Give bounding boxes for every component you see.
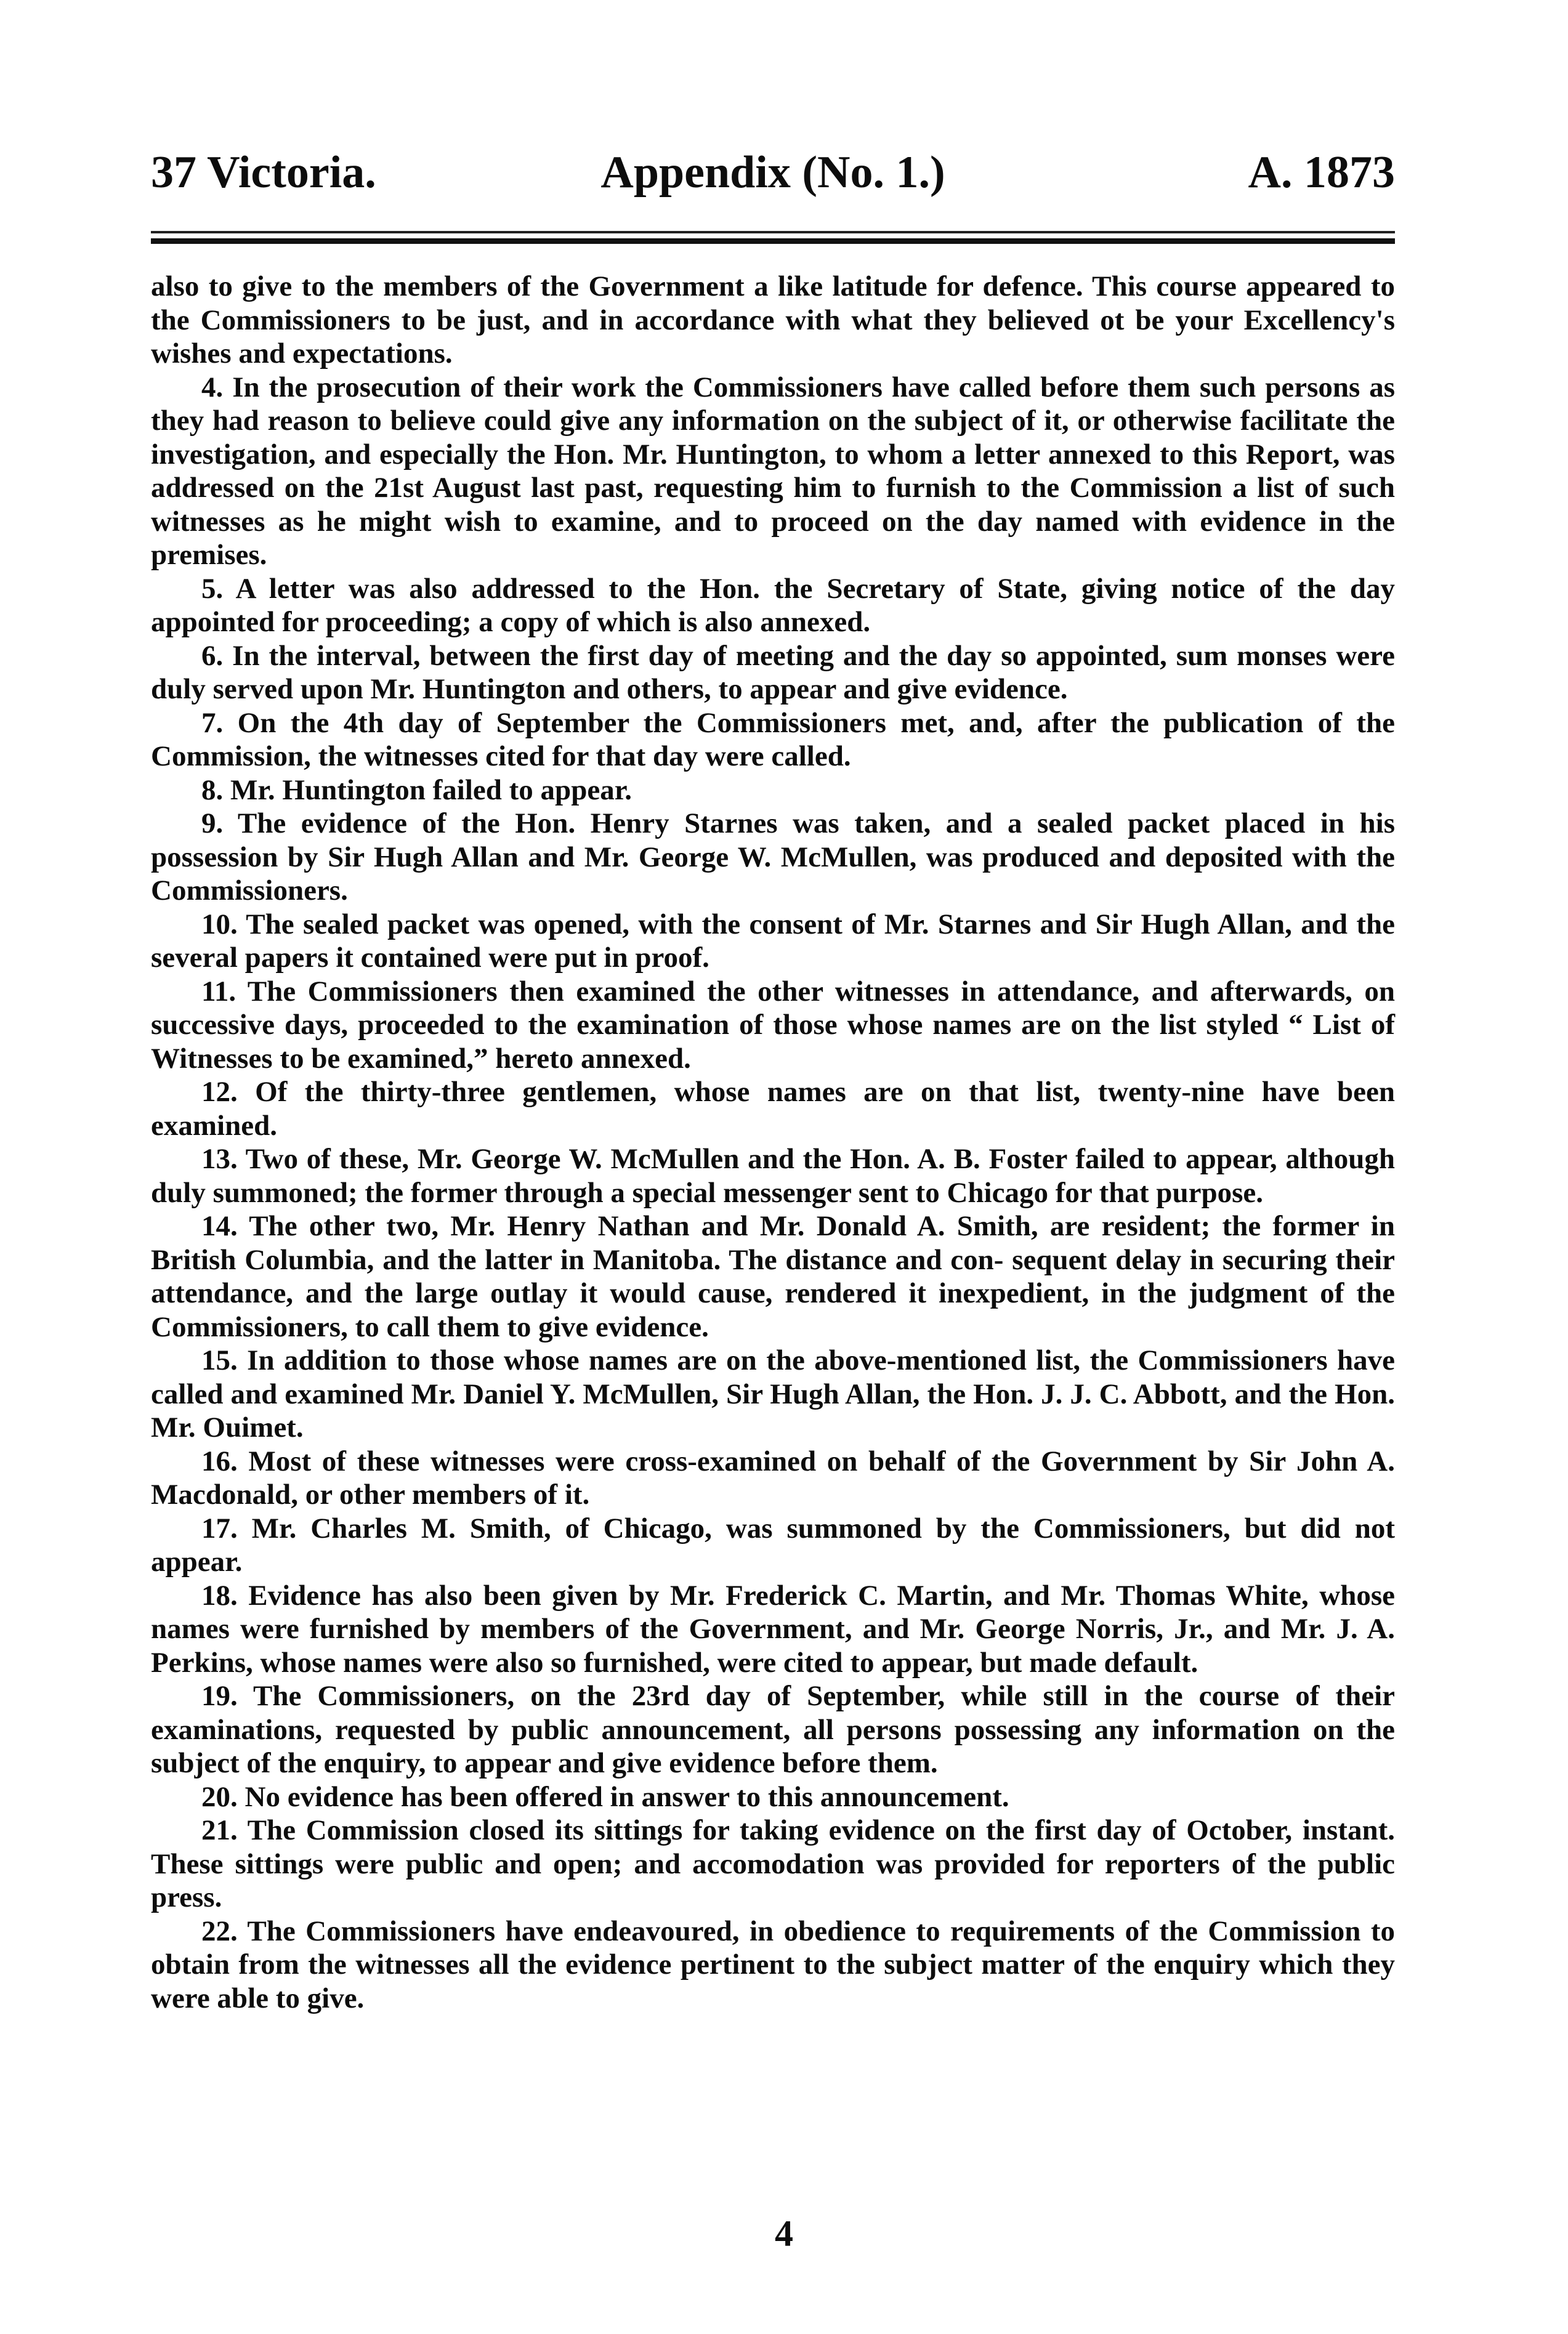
paragraph-number: 21. bbox=[201, 1814, 238, 1846]
paragraph-text: The Commissioners then examined the other witnesses in attendance, and afterwards, on successive days, proceeded to the examination of those whose names are on the list styled “ List of Witnesses to be examined,” hereto annexed. bbox=[151, 975, 1395, 1075]
paragraph-6 bbox=[151, 639, 1395, 706]
paragraph-number: 22. bbox=[201, 1915, 238, 1947]
paragraph-text: Mr. Charles M. Smith, of Chicago, was summoned by the Commissioners, but did not appear. bbox=[151, 1512, 1396, 1578]
header-rule-thin bbox=[151, 231, 1395, 233]
paragraph-number: 14. bbox=[201, 1210, 238, 1242]
paragraph-4 bbox=[151, 371, 1395, 572]
paragraph-18 bbox=[151, 1579, 1395, 1680]
paragraph-text: Mr. Huntington failed to appear. bbox=[230, 773, 632, 806]
opening-paragraph: also to give to the members of the Government a like latitude for defence. This course appeared to the Commissioners to be just, and in accordance with what they believed ot be your Excellency's wishes and expectations. bbox=[151, 270, 1395, 369]
report-body bbox=[151, 270, 1395, 2015]
header-year: A. 1873 bbox=[1248, 147, 1395, 198]
paragraph-text: The evidence of the Hon. Henry Starnes was taken, and a sealed packet placed in his possession by Sir Hugh Allan and Mr. George W. McMullen, was produced and deposited with the Commissioners. bbox=[151, 807, 1395, 907]
paragraph-text: Two of these, Mr. George W. McMullen and the Hon. A. B. Foster failed to appear, although duly summoned; the former through a special messenger sent to Chicago for that purpose. bbox=[151, 1143, 1395, 1209]
paragraph-12 bbox=[151, 1075, 1395, 1142]
page-number: 4 bbox=[775, 2213, 793, 2254]
paragraph-number: 18. bbox=[201, 1579, 238, 1612]
paragraph-text: The Commissioners have endeavoured, in obedience to requirements of the Commission to obtain from the witnesses all the evidence pertinent to the subject matter of the enquiry which they were able to give. bbox=[151, 1915, 1395, 2014]
header-rule-thick bbox=[151, 238, 1395, 244]
paragraph-text: The sealed packet was opened, with the consent of Mr. Starnes and Sir Hugh Allan, and the several papers it contained were put in proof. bbox=[151, 908, 1396, 974]
paragraph-7 bbox=[151, 706, 1395, 773]
paragraph-number: 5. bbox=[201, 572, 224, 605]
paragraph-22 bbox=[151, 1915, 1395, 2016]
paragraph-text: In the interval, between the first day of meeting and the day so appointed, sum monses were duly served upon Mr. Huntington and others, to appear and give evidence. bbox=[151, 639, 1396, 705]
paragraph-number: 16. bbox=[201, 1445, 238, 1477]
paragraph-text: Evidence has also been given by Mr. Frederick C. Martin, and Mr. Thomas White, whose names were furnished by members of the Government, and Mr. George Norris, Jr., and Mr. J. A. Perkins, whose names were also so furnished, were cited to appear, but made default. bbox=[151, 1579, 1395, 1679]
paragraph-number: 13. bbox=[201, 1143, 238, 1175]
paragraph-number: 19. bbox=[201, 1680, 238, 1712]
paragraph-5 bbox=[151, 572, 1395, 639]
paragraph-number: 8. bbox=[201, 773, 224, 806]
paragraph-text: The Commission closed its sittings for taking evidence on the first day of October, instant. These sittings were public and open; and accomodation was provided for reporters of the public press. bbox=[151, 1814, 1395, 1913]
paragraph-8 bbox=[151, 773, 1395, 807]
paragraph-9 bbox=[151, 807, 1395, 908]
paragraph-11 bbox=[151, 975, 1395, 1076]
paragraph-number: 11. bbox=[201, 975, 236, 1007]
paragraph-text: A letter was also addressed to the Hon. the Secretary of State, giving notice of the day appointed for proceeding; a copy of which is also annexed. bbox=[151, 572, 1395, 638]
paragraph-text: The other two, Mr. Henry Nathan and Mr. Donald A. Smith, are resident; the former in British Columbia, and the latter in Manitoba. The distance and con- sequent delay in securing their attendance, and the large outlay it would cause, rendered it inexpedient, in the judgment of the Commissioners, to call them to give evidence. bbox=[151, 1210, 1395, 1343]
paragraph-19 bbox=[151, 1679, 1395, 1780]
paragraph-number: 12. bbox=[201, 1076, 238, 1108]
paragraph-13 bbox=[151, 1142, 1395, 1209]
paragraph-text: The Commissioners, on the 23rd day of September, while still in the course of their examinations, requested by public announcement, all persons possessing any information on the subject of the enquiry, to appear and give evidence before them. bbox=[151, 1680, 1395, 1779]
paragraph-number: 20. bbox=[201, 1780, 238, 1813]
paragraph-number: 6. bbox=[201, 639, 224, 672]
paragraph-number: 15. bbox=[201, 1344, 238, 1376]
paragraph-number: 10. bbox=[201, 908, 238, 940]
paragraph-number: 17. bbox=[201, 1512, 238, 1545]
paragraph-text: Of the thirty-three gentlemen, whose names are on that list, twenty-nine have been examined. bbox=[151, 1076, 1396, 1142]
paragraph-text: No evidence has been offered in answer to this announcement. bbox=[244, 1780, 1009, 1813]
paragraph-17 bbox=[151, 1512, 1395, 1579]
header-appendix-title: Appendix (No. 1.) bbox=[600, 147, 945, 198]
running-header bbox=[151, 145, 1395, 200]
header-rule bbox=[151, 231, 1395, 244]
paragraph-16 bbox=[151, 1445, 1395, 1512]
paragraph-15 bbox=[151, 1344, 1395, 1445]
header-session: 37 Victoria. bbox=[151, 147, 376, 198]
paragraph-text: Most of these witnesses were cross-examined on behalf of the Government by Sir John A. Macdonald, or other members of it. bbox=[151, 1445, 1395, 1511]
paragraph-text: In the prosecution of their work the Commissioners have called before them such persons as they had reason to believe could give any information on the subject of it, or otherwise facilitate the investigation, and especially the Hon. Mr. Huntington, to whom a letter annexed to this Report, was addressed on the 21st August last past, requesting him to furnish to the Commission a list of such witnesses as he might wish to examine, and to proceed on the day named with evidence in the premises. bbox=[151, 371, 1396, 571]
paragraph-21 bbox=[151, 1814, 1395, 1915]
paragraph-text: On the 4th day of September the Commissioners met, and, after the publication of the Commission, the witnesses cited for that day were called. bbox=[151, 706, 1396, 772]
paragraph-14 bbox=[151, 1209, 1395, 1344]
paragraph-20 bbox=[151, 1780, 1395, 1814]
paragraph-number: 7. bbox=[201, 706, 224, 739]
paragraph-number: 4. bbox=[201, 371, 224, 403]
paragraph-10 bbox=[151, 908, 1395, 975]
paragraph-number: 9. bbox=[201, 807, 224, 839]
paragraph-text: In addition to those whose names are on the above-mentioned list, the Commissioners have called and examined Mr. Daniel Y. McMullen, Sir Hugh Allan, the Hon. J. J. C. Abbott, and the Hon. Mr. Ouimet. bbox=[151, 1344, 1396, 1444]
